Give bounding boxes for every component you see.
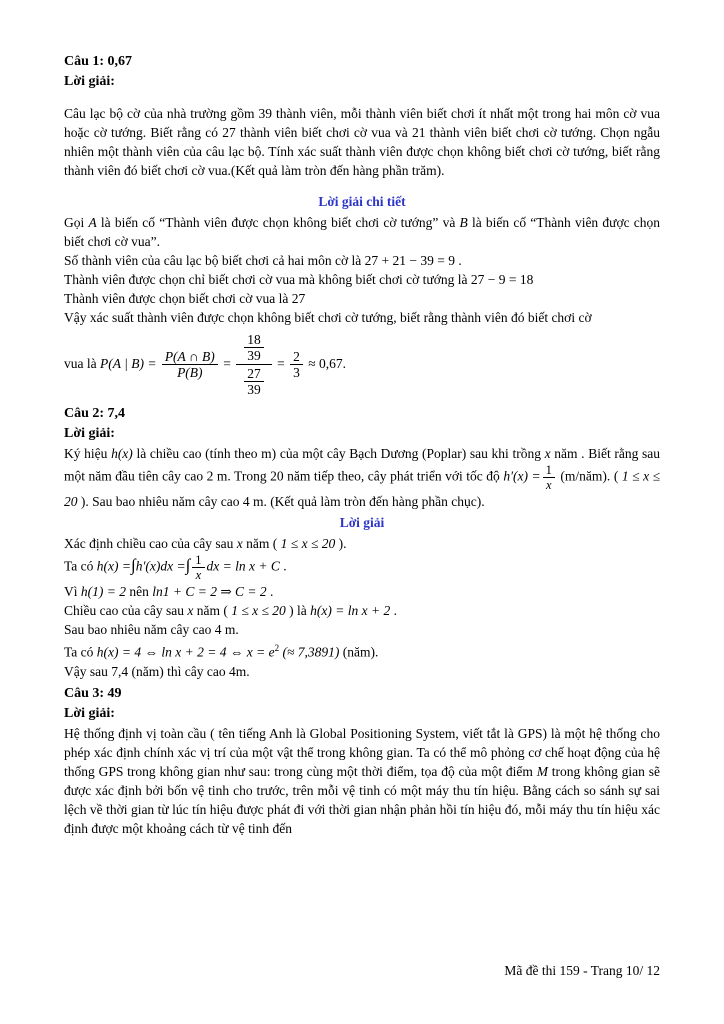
- numerator: 2: [290, 349, 303, 365]
- integral-sign: ∫: [131, 556, 136, 576]
- q1-solution-label: Lời giải:: [64, 74, 115, 89]
- q1-detail-heading: Lời giải chi tiết: [318, 194, 406, 209]
- q1-probability-formula: [64, 331, 660, 398]
- text-run: Thành viên được chọn biết chơi cờ vua là: [64, 291, 292, 306]
- math-run: h(1) = 2: [80, 584, 126, 600]
- text-run: .: [342, 355, 346, 371]
- denominator: 39: [247, 348, 261, 364]
- text-run: Vì: [64, 584, 81, 600]
- text-run: trong không gian sẽ được xác định bởi bốn vệ tinh cho trước, trên mỗi vệ tinh có một máy thu tín hiệu. Bằng cách so sánh sự sai lệch về thời gian từ lúc tín hiệu được phát đi với thời gian nhận phản hồi tín hiệu đó, mỗi máy thu tín hiệu xác định được một khoảng cách từ vệ tinh đến: [64, 763, 660, 836]
- numerator: 18: [244, 332, 264, 348]
- page-footer: Mã đề thi 159 - Trang 10/ 12: [504, 963, 660, 978]
- text-run: vua là: [64, 355, 100, 371]
- q2-detail-heading: Lời giải: [339, 515, 385, 531]
- q2-solution-line-3: [64, 582, 660, 601]
- q2-solution-label: Lời giải:: [64, 426, 115, 442]
- fraction-2-3: [290, 349, 303, 380]
- denominator: 39: [247, 382, 261, 398]
- question-1-section: [64, 52, 660, 398]
- q1-solution-line-4: [64, 289, 660, 308]
- text-run: ). Sau bao nhiêu năm cây cao 4 m. (Kết quả làm tròn đến hàng phần chục).: [77, 494, 485, 510]
- text-run: Ký hiệu: [64, 446, 112, 462]
- text-run: nên: [125, 584, 153, 600]
- text-run: Thành viên được chọn chỉ biết chơi cờ vua mà không biết chơi cờ tướng là: [64, 272, 471, 287]
- math-run: dx = ln x + C: [206, 559, 280, 575]
- text-run: năm . Biết rằng sau một năm đầu tiên cây cao 2 m. Trong 20 năm tiếp theo, cây phát triển với tốc độ: [64, 446, 660, 485]
- numerator: 1: [192, 553, 204, 568]
- q1-solution-line-1: [64, 213, 660, 251]
- q2-solution-line-2: [64, 553, 660, 582]
- math-run: 1 ≤ x ≤ 20: [231, 603, 286, 619]
- fraction-pab-over-pb: [162, 349, 218, 380]
- q2-solution-line-6: [64, 639, 660, 662]
- text-run: ) là: [285, 603, 311, 619]
- math-run: ln1 + C = 2 ⇒ C = 2: [152, 584, 267, 600]
- math-run: M: [536, 763, 548, 779]
- text-run: ).: [335, 536, 347, 552]
- text-run: Chiều cao của cây sau: [64, 603, 188, 619]
- math-run: h(x): [111, 446, 133, 462]
- q2-problem-paragraph: [64, 444, 660, 511]
- denominator: 3: [293, 365, 300, 381]
- fraction-1-x: [543, 463, 555, 492]
- denominator: x: [546, 478, 552, 493]
- q1-title: Câu 1: 0,67: [64, 54, 133, 69]
- equals-sign: =: [223, 355, 231, 371]
- denominator: [236, 365, 272, 398]
- integral-sign: ∫: [185, 556, 191, 576]
- math-run: P(A | B) =: [100, 355, 157, 371]
- exponent: 2: [274, 643, 280, 654]
- approx-result: ≈ 0,67: [308, 355, 343, 371]
- math-run: h(x) =: [96, 559, 132, 575]
- text-run: Hệ thống định vị toàn cầu ( tên tiếng Anh là Global Positioning System, viết tắt là GPS) là một hệ thống cho phép xác định chính xác vị trí của một vật thể trong không gian. Ta có thể mô phỏng cơ chế hoạt động của hệ thống GPS trong không gian như sau: trong cùng một thời điểm, tọa độ của một điểm: [64, 725, 660, 779]
- equals-sign: =: [277, 355, 285, 371]
- math-run: 27 + 21 − 39 = 9: [364, 253, 456, 268]
- text-run: Gọi: [64, 215, 89, 230]
- text-run: Ta có: [64, 644, 97, 660]
- math-run: 27 − 9 = 18: [470, 272, 534, 287]
- math-run: 1 ≤ x ≤ 20: [280, 536, 336, 552]
- math-run: h(x) = 4 ⇔ ln x + 2 = 4 ⇔ x = e: [96, 644, 275, 660]
- text-run: là biến cố “Thành viên được chọn không biết chơi cờ tướng” và: [96, 215, 460, 230]
- math-run: x: [187, 603, 194, 619]
- text-run: năm (: [193, 603, 232, 619]
- math-run: x: [544, 446, 551, 462]
- denominator: P(B): [177, 365, 203, 381]
- math-run: x: [236, 536, 243, 552]
- text-run: .: [455, 253, 462, 268]
- numerator: 27: [244, 366, 264, 382]
- numerator: P(A ∩ B): [162, 349, 218, 365]
- math-run: A: [88, 215, 97, 230]
- q3-title: Câu 3: 49: [64, 685, 122, 701]
- q2-solution-line-5: Sau bao nhiêu năm cây cao 4 m.: [64, 622, 239, 638]
- text-run: Số thành viên của câu lạc bộ biết chơi cả hai môn cờ là: [64, 253, 365, 268]
- math-run: h(x) = ln x + 2: [310, 603, 391, 619]
- text-run: là biến cố “Thành viên được chọn biết chơi cờ vua”.: [64, 215, 661, 249]
- text-run: Xác định chiều cao của cây sau: [64, 536, 237, 552]
- math-run: 27: [291, 291, 306, 306]
- q1-solution-line-3: [64, 270, 660, 289]
- text-run: là chiều cao (tính theo m) của một cây Bạch Dương (Poplar) sau khi trồng: [132, 446, 545, 462]
- text-run: (m/năm). (: [556, 469, 622, 485]
- q2-title: Câu 2: 7,4: [64, 406, 126, 422]
- nested-fraction: [236, 331, 272, 398]
- q3-problem-paragraph: [64, 724, 660, 838]
- text-run: (năm).: [339, 644, 379, 660]
- math-run: h′(x) =: [503, 469, 541, 485]
- text-run: .: [390, 603, 397, 619]
- text-run: .: [279, 559, 287, 575]
- fraction-1-x: [192, 553, 204, 582]
- fraction-18-39: [244, 332, 264, 363]
- math-run: h′(x)dx =: [135, 559, 186, 575]
- numerator: 1: [543, 463, 555, 478]
- math-run: (≈ 7,3891): [279, 644, 340, 660]
- math-run: B: [459, 215, 468, 230]
- q1-problem-paragraph: Câu lạc bộ cờ của nhà trường gồm 39 thành viên, mỗi thành viên biết chơi ít nhất một trong hai môn cờ vua hoặc cờ tướng. Biết rằng có 27 thành viên biết chơi cờ vua và 21 thành viên biết chơi cờ tướng. Chọn ngẫu nhiên một thành viên của câu lạc bộ. Tính xác suất thành viên được chọn không biết chơi cờ tướng, biết rằng thành viên đó biết chơi cờ vua.(Kết quả làm tròn đến hàng phần trăm).: [64, 106, 660, 178]
- question-2-section: [64, 404, 660, 681]
- q1-solution-line-5: Vậy xác suất thành viên được chọn không biết chơi cờ tướng, biết rằng thành viên đó biết chơi cờ: [64, 310, 592, 325]
- text-run: Ta có: [64, 559, 97, 575]
- question-3-section: [64, 684, 660, 838]
- denominator: x: [195, 568, 202, 583]
- text-run: .: [266, 584, 274, 600]
- numerator: [236, 331, 272, 365]
- math-run: 1 ≤ x ≤ 20: [64, 469, 661, 510]
- q1-solution-line-2: [64, 251, 660, 270]
- fraction-27-39: [244, 366, 264, 397]
- q2-solution-line-7: Vậy sau 7,4 (năm) thì cây cao 4m.: [64, 663, 250, 679]
- text-run: năm (: [242, 536, 281, 552]
- q2-solution-line-1: [64, 534, 660, 553]
- q2-solution-line-4: [64, 601, 660, 620]
- q3-solution-label: Lời giải:: [64, 705, 115, 721]
